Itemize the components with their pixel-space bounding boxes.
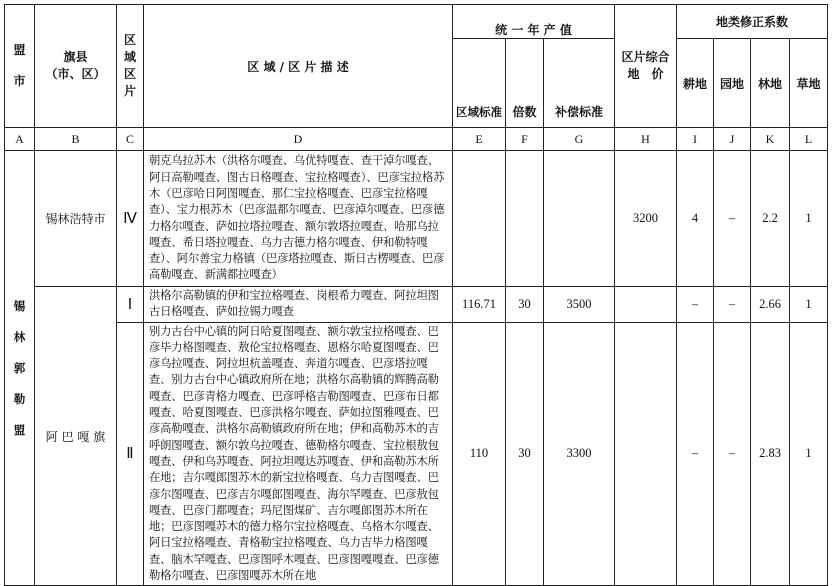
col-letter-i: I [677, 128, 714, 151]
header-composite-price: 区片综合 地 价 [615, 5, 677, 128]
table-row [5, 287, 828, 323]
multiple: 30 [506, 322, 544, 586]
zone-standard [453, 151, 506, 287]
coef-grass: 1 [790, 151, 828, 287]
header-banner: 旗县 （市、区） [35, 5, 117, 128]
zone-description: 朝克乌拉苏木（洪格尔嘎查、乌优特嘎查、查干淖尔嘎查、阿日高勒嘎查、图古日格嘎查、宝拉格嘎查）、巴彦宝拉格苏木（巴彦哈日阿图嘎查、那仁宝拉格嘎查、巴彦宝拉格嘎查）、宝力根苏木（巴彦温都尔嘎查、巴彦淖尔嘎查、巴彦德力格尔嘎查、萨如拉塔拉嘎查、额尔敦塔拉嘎查、哈那乌拉嘎查、希日塔拉嘎查、乌力吉德力格尔嘎查、伊和勒特嘎查）、阿尔善宝力格镇（巴彦塔拉嘎查、斯日古楞嘎查、巴彦高勒嘎查、新满都拉嘎查） [144, 151, 453, 287]
header-forest: 林地 [751, 39, 790, 128]
col-letter-e: E [453, 128, 506, 151]
header-multiple: 倍数 [506, 39, 544, 128]
col-letter-a: A [5, 128, 35, 151]
coef-grass: 1 [790, 287, 828, 323]
col-letter-c: C [117, 128, 144, 151]
composite-price [615, 287, 677, 323]
header-garden: 园地 [714, 39, 751, 128]
header-league: 盟 市 [5, 5, 35, 128]
header-correction: 地类修正系数 [677, 5, 828, 39]
composite-price [615, 322, 677, 586]
zone-description: 洪格尔高勒镇的伊和宝拉格嘎查、岗根希力嘎查、阿拉坦图古日格嘎查、萨如拉锡力嘎查 [144, 287, 453, 323]
zone-description: 别力古台中心镇的阿日哈夏图嘎查、额尔敦宝拉格嘎查、巴彦毕力格图嘎查、敖伦宝拉格嘎查、恩格尔哈夏图嘎查、巴彦乌拉嘎查、阿拉坦杭盖嘎查、奔道尔嘎查、巴彦塔拉嘎查、别力古台中心镇政府所在地；洪格尔高勒镇的辉腾高勒嘎查、巴彦青格力嘎查、巴彦呼格吉勒图嘎查、巴彦布日都嘎查、哈夏图嘎查、巴彦洪格尔嘎查、萨如拉图雅嘎查、巴彦高勒嘎查、洪格尔高勒镇政府所在地；伊和高勒苏木的吉呼朗图嘎查、额尔敦乌拉嘎查、德勒格尔嘎查、宝拉根敖包嘎查、伊和乌苏嘎查、阿拉坦嘎达苏嘎查、伊和高勒苏木所在地；吉尔嘎郎图苏木的新宝拉格嘎查、乌力吉图嘎查、巴彦尔图嘎查、巴彦吉尔嘎郎图嘎查、海尔罕嘎查、巴彦敖包嘎查、巴彦门都嘎查；玛尼图煤矿、吉尔嘎郎图苏木所在地；巴彦图嘎苏木的德力格尔宝拉格嘎查、乌格木尔嘎查、阿日宝拉格嘎查、青格勒宝拉格嘎查、乌力吉毕力格图嘎查、脑木罕嘎查、巴彦图呼木嘎查、巴彦图嘎嘎查、巴彦德勒格尔嘎查、巴彦图嘎苏木所在地 [144, 322, 453, 586]
zone-standard: 110 [453, 322, 506, 586]
coef-forest: 2.66 [751, 287, 790, 323]
coef-garden: – [714, 322, 751, 586]
compensation: 3500 [544, 287, 615, 323]
coef-cultivated: – [677, 287, 714, 323]
col-letter-b: B [35, 128, 117, 151]
multiple [506, 151, 544, 287]
table-row [5, 322, 828, 586]
header-zone-grade: 区 域 区 片 [117, 5, 144, 128]
compensation [544, 151, 615, 287]
header-zone-standard: 区域标准 [453, 39, 506, 128]
zone-standard: 116.71 [453, 287, 506, 323]
land-price-table [4, 4, 828, 586]
coef-grass: 1 [790, 322, 828, 586]
col-letter-k: K [751, 128, 790, 151]
col-letter-f: F [506, 128, 544, 151]
banner-name: 锡林浩特市 [35, 151, 117, 287]
zone-grade: Ⅱ [117, 322, 144, 586]
banner-name: 阿 巴 嘎 旗 [35, 287, 117, 586]
coef-forest: 2.83 [751, 322, 790, 586]
header-compensation: 补偿标准 [544, 39, 615, 128]
col-letter-d: D [144, 128, 453, 151]
col-letter-h: H [615, 128, 677, 151]
col-letter-g: G [544, 128, 615, 151]
zone-grade: Ⅰ [117, 287, 144, 323]
header-zone-desc: 区 域 / 区 片 描 述 [144, 5, 453, 128]
multiple: 30 [506, 287, 544, 323]
coef-garden: – [714, 287, 751, 323]
coef-garden: – [714, 151, 751, 287]
coef-forest: 2.2 [751, 151, 790, 287]
header-cultivated: 耕地 [677, 39, 714, 128]
header-unified-value: 统 一 年 产 值 [453, 5, 615, 39]
table-row [5, 151, 828, 287]
col-letter-l: L [790, 128, 828, 151]
league-name: 锡 林 郭 勒 盟 [5, 151, 35, 586]
composite-price: 3200 [615, 151, 677, 287]
coef-cultivated: – [677, 322, 714, 586]
compensation: 3300 [544, 322, 615, 586]
col-letter-j: J [714, 128, 751, 151]
coef-cultivated: 4 [677, 151, 714, 287]
zone-grade: Ⅳ [117, 151, 144, 287]
header-grass: 草地 [790, 39, 828, 128]
